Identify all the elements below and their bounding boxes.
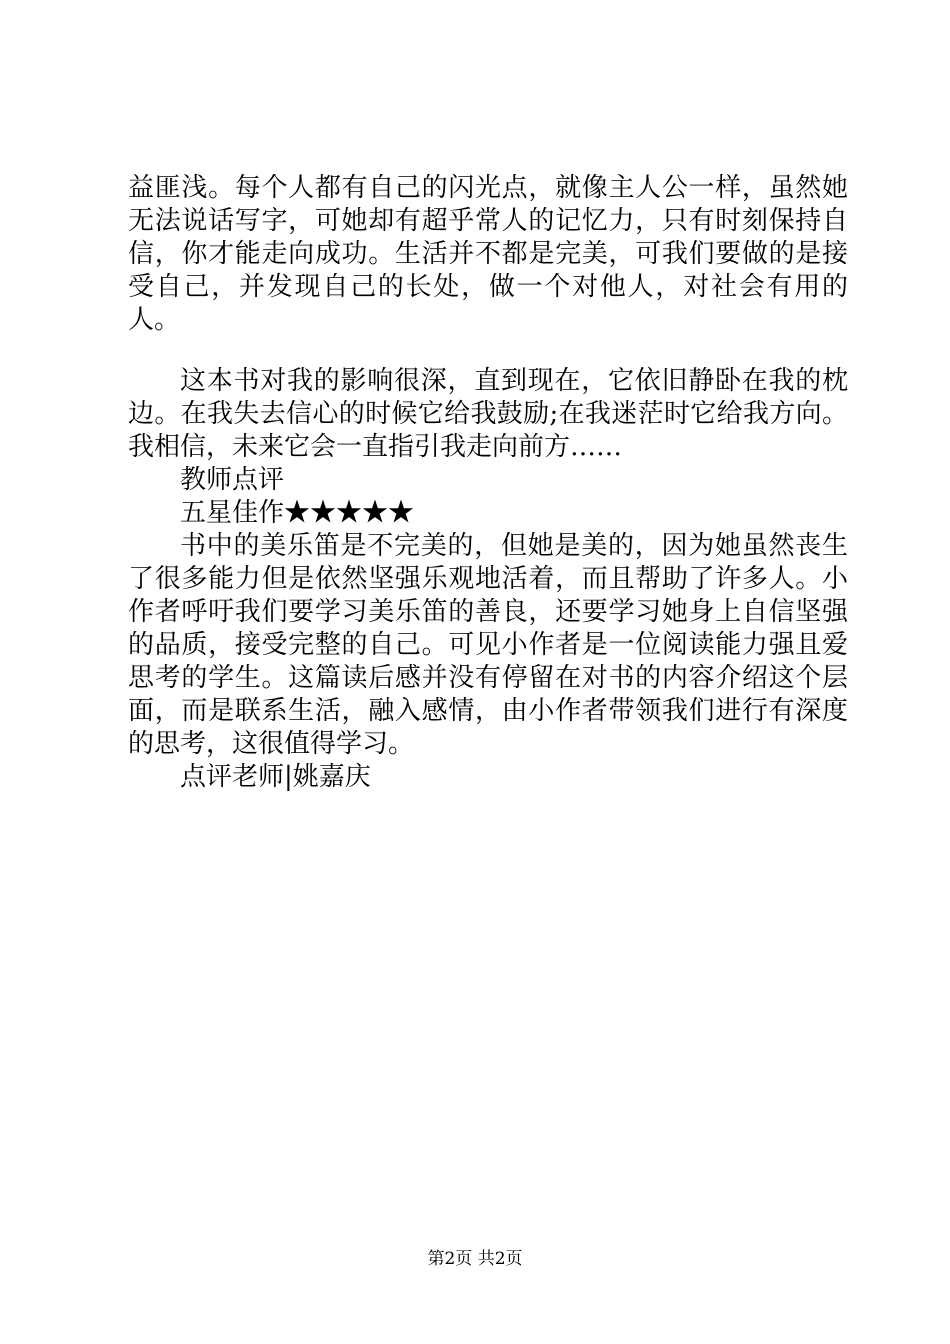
paragraph-spacer bbox=[128, 337, 848, 365]
rating-line: 五星佳作★★★★★ bbox=[180, 498, 415, 528]
review-paragraph: 书中的美乐笛是不完美的，但她是美的，因为她虽然丧生了很多能力但是依然坚强乐观地活着，而且帮助了许多人。小作者呼吁我们要学习美乐笛的善良，还要学习她身上自信坚强的品质，接受完整的自己。可见小作者是一位阅读能力强且爱思考的学生。这篇读后感并没有停留在对书的内容介绍这个层面，而是联系生活，融入感情，由小作者带领我们进行有深度的思考，这很值得学习。 bbox=[128, 531, 848, 759]
reviewer-signature: 点评老师|姚嘉庆 bbox=[180, 762, 371, 792]
document-body bbox=[128, 172, 848, 794]
review-heading: 教师点评 bbox=[180, 465, 285, 495]
body-paragraph: 这本书对我的影响很深，直到现在，它依旧静卧在我的枕边。在我失去信心的时候它给我鼓励;在我迷茫时它给我方向。我相信，未来它会一直指引我走向前方…… bbox=[128, 366, 848, 462]
body-paragraph: 益匪浅。每个人都有自己的闪光点，就像主人公一样，虽然她无法说话写字，可她却有超乎常人的记忆力，只有时刻保持自信，你才能走向成功。生活并不都是完美，可我们要做的是接受自己，并发现自己的长处，做一个对他人，对社会有用的人。 bbox=[128, 173, 848, 335]
page-number-footer: 第2页 共2页 bbox=[427, 1249, 523, 1269]
